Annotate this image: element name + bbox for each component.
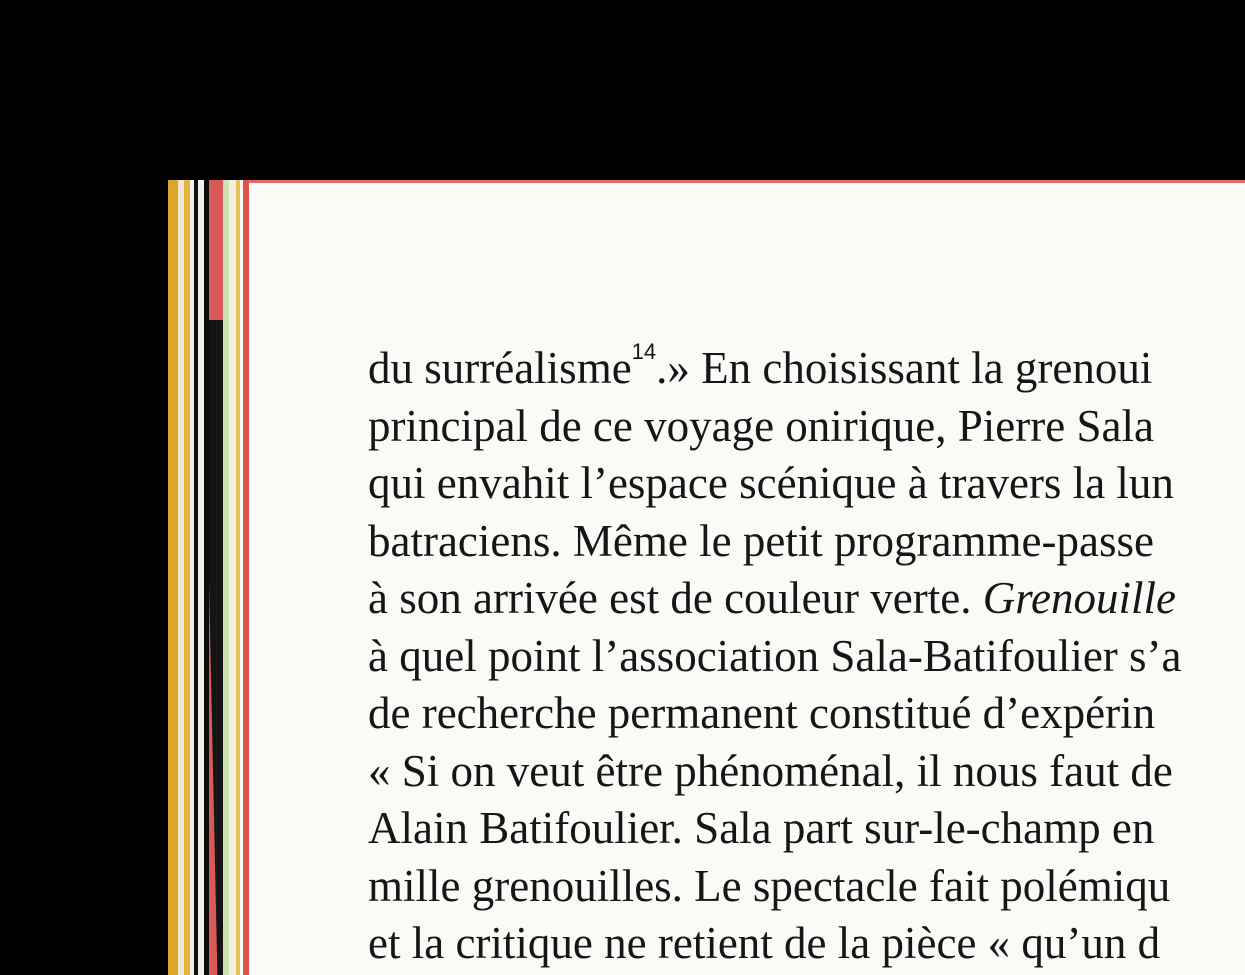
text-line: batraciens. Même le petit programme-passe (368, 515, 1154, 566)
text-line: Alain Batifoulier. Sala part sur-le-champ en (368, 803, 1155, 853)
text-line: de recherche permanent constitué d’expérin (368, 688, 1156, 738)
text-line: et la critique ne retient de la pièce « qu’un d (368, 918, 1161, 968)
text-line: du surréalisme$^{14}$.» En choisissant la grenoui (368, 339, 1153, 393)
body-paragraph (368, 323, 1182, 973)
text-line: « Si on veut être phénoménal, il nous faut de (368, 745, 1173, 796)
text-line: à son arrivée est de couleur verte. Grenouille (368, 573, 1177, 623)
footnote-marker: 14 (631, 339, 657, 364)
page-edge-stack (168, 180, 178, 975)
italic-title: Grenouille (982, 573, 1177, 623)
text-line: principal de ce voyage onirique, Pierre Sala (368, 400, 1154, 451)
text-line: qui envahit l’espace scénique à travers la lun (368, 458, 1174, 508)
page-edge-stack (229, 180, 236, 975)
book-page (249, 180, 1245, 975)
text-line: à quel point l’association Sala-Batifoulier s’a (368, 630, 1182, 681)
text-line: mille grenouilles. Le spectacle fait polémiqu (368, 860, 1171, 911)
